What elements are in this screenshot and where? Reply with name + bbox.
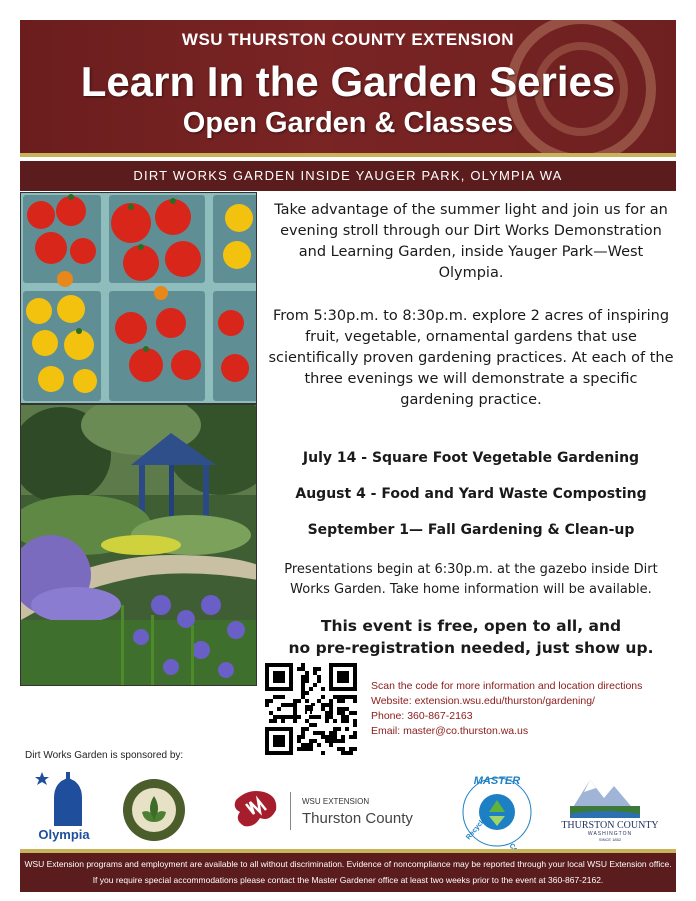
conservation-district-seal [122,778,186,842]
presentations-paragraph: Presentations begin at 6:30p.m. at the gazebo inside Dirt Works Garden. Take home information will be available. [284,562,658,597]
divider [20,153,676,157]
mrc-master-text: MASTER [473,775,521,787]
olympia-logo-text: Olympia [38,827,90,842]
tc-since-text: SINCE 1852 [598,837,622,842]
intro-paragraph: Take advantage of the summer light and join us for an evening stroll through our Dirt Works Demonstration and Learning Garden, inside Yauger Park—West Olympia. [274,202,668,281]
olympia-logo [34,768,94,842]
mrc-recycler-text: Recycler [465,814,490,842]
wsu-county-text: Thurston County [302,810,413,827]
event-date-1: July 14 - Square Foot Vegetable Gardening [302,450,640,466]
phone-number: Phone: 360-867-2163 [371,710,473,722]
page-title: Learn In the Garden Series [80,58,616,105]
wsu-extension-logo [230,782,430,842]
details-paragraph: From 5:30p.m. to 8:30p.m. explore 2 acres of inspiring fruit, vegetable, ornamental gardens that use scientifically proven gardening practices. At each of the three evenings we will demonstrate a specific gardening practice. [268,308,674,408]
event-date-3: September 1— Fall Gardening & Clean-up [307,522,635,538]
tc-state-text: WASHINGTON [587,831,633,837]
header-banner [20,20,676,153]
website-link[interactable]: Website: extension.wsu.edu/thurston/gardening/ [371,695,595,707]
master-recycler-composter-logo [455,774,539,850]
page-subtitle: Open Garden & Classes [182,107,514,139]
event-date-2: August 4 - Food and Yard Waste Composting [295,486,647,502]
location-bar: DIRT WORKS GARDEN INSIDE YAUGER PARK, OLYMPIA WA [20,161,676,191]
scan-instructions: Scan the code for more information and location directions [371,680,643,692]
footer-line-1: WSU Extension programs and employment are available to all without discrimination. Evidence of noncompliance may be reported through your local WSU Extension office. [24,859,672,869]
garden-gazebo-photo [20,404,257,686]
org-name: WSU THURSTON COUNTY EXTENSION [181,30,515,49]
tomatoes-photo [20,192,257,404]
thurston-county-logo [560,770,660,842]
email-link[interactable]: Email: master@co.thurston.wa.us [371,725,529,737]
flyer [20,20,676,892]
tc-name-text: THURSTON COUNTY [561,820,659,831]
free-line-1: This event is free, open to all, and [320,617,622,635]
footer-line-2: If you require special accommodations please contact the Master Gardener office at least two weeks prior to the event at 360-867-2162. [92,875,604,885]
free-event-notice [266,615,676,659]
contact-info [371,679,681,739]
qr-code[interactable] [265,663,357,755]
free-line-2: no pre-registration needed, just show up. [288,639,654,657]
sponsor-label: Dirt Works Garden is sponsored by: [25,750,184,761]
wsu-extension-text: WSU EXTENSION [302,797,370,806]
footer-disclaimer [20,853,676,892]
